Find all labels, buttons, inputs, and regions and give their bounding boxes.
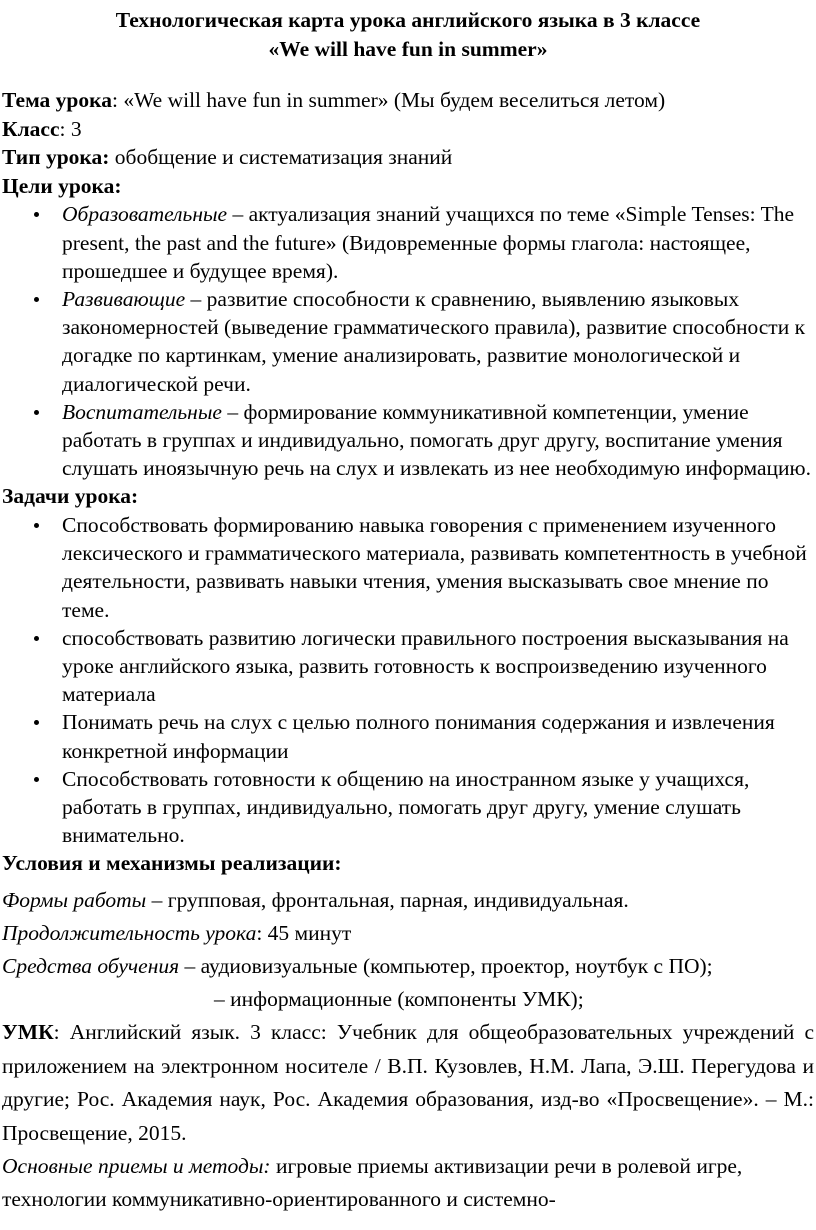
tasks-heading: Задачи урока:	[2, 484, 139, 509]
title-line-1: Технологическая карта урока английского языка в 3 классе	[115, 8, 701, 32]
forms-line	[2, 884, 814, 917]
goals-heading: Цели урока:	[2, 173, 122, 198]
methods-text: игровые приемы активизации речи в ролевой игре, технологии коммуникативно-ориентированного и системно-	[2, 1154, 743, 1212]
umk-paragraph	[2, 1016, 814, 1150]
task-item: Понимать речь на слух с целью полного понимания содержания и извлечения конкретной информации	[62, 708, 814, 764]
methods-paragraph	[2, 1150, 814, 1216]
goal-text: – актуализация знаний учащихся по теме «Simple Tenses: The present, the past and the future» (Видовременные формы глагола: настоящее, прошедшее и будущее время).	[62, 202, 795, 283]
conditions-heading: Условия и механизмы реализации:	[2, 851, 342, 876]
umk-label: УМК	[2, 1020, 54, 1045]
goals-list	[2, 200, 814, 482]
grade-sep: :	[59, 116, 71, 141]
topic-value: «We will have fun in summer» (Мы будем веселиться летом)	[123, 88, 666, 112]
title-line-2: «We will have fun in summer»	[268, 37, 548, 61]
goal-text: – формирование коммуникативной компетенции, умение работать в группах и индивидуально, помогать друг другу, воспитание умения слушать иноязычную речь на слух и извлекать из нее необходимую информацию.	[62, 399, 811, 481]
goal-term: Образовательные	[62, 202, 228, 227]
methods-label: Основные приемы и методы:	[2, 1154, 271, 1179]
document-title	[2, 6, 814, 64]
topic-line	[2, 86, 814, 115]
goal-term: Воспитательные	[62, 399, 222, 424]
duration-label: Продолжительность урока	[2, 921, 257, 946]
topic-label: Тема урока	[2, 88, 112, 112]
goal-item	[62, 285, 814, 398]
goal-item	[62, 200, 814, 285]
forms-text: – групповая, фронтальная, парная, индивидуальная.	[146, 888, 629, 913]
means-label: Средства обучения	[2, 954, 180, 979]
means-line-2: – информационные (компоненты УМК);	[214, 987, 584, 1012]
lesson-type-label: Тип урока:	[2, 145, 110, 170]
duration-text: : 45 минут	[256, 921, 352, 946]
grade-label: Класс	[2, 116, 60, 141]
lesson-type-value: обобщение и систематизация знаний	[109, 145, 453, 170]
tasks-list	[2, 511, 814, 849]
goal-term: Развивающие	[62, 286, 186, 311]
goal-item	[62, 398, 814, 483]
goal-text: – развитие способности к сравнению, выявлению языковых закономерностей (выведение грамматического правила), развитие способности к догадке по картинкам, умение анализировать, развитие монологической и диалогической речи.	[62, 286, 806, 396]
task-item: Способствовать готовности к общению на иностранном языке у учащихся, работать в группах, индивидуально, помогать друг другу, умение слушать внимательно.	[62, 765, 814, 850]
means-text: – аудиовизуальные (компьютер, проектор, ноутбук с ПО);	[179, 954, 713, 979]
umk-text: : Английский язык. 3 класс: Учебник для общеобразовательных учреждений с приложением на электронном носителе / В.П. Кузовлев, Н.М. Лапа, Э.Ш. Перегудова и другие; Рос. Академия наук, Рос. Академия образования, изд-во «Просвещение». – М.: Просвещение, 2015.	[2, 1020, 814, 1145]
forms-label: Формы работы	[2, 888, 147, 913]
task-item: способствовать развитию логически правильного построения высказывания на уроке английского языка, развить готовность к воспроизведению изученного материала	[62, 624, 814, 709]
topic-sep: :	[111, 88, 124, 112]
means-line	[2, 950, 814, 983]
grade-line	[2, 115, 814, 144]
task-item: Способствовать формированию навыка говорения с применением изученного лексического и грамматического материала, развивать компетентность в учебной деятельности, развивать навыки чтения, умения высказывать свое мнение по теме.	[62, 511, 814, 624]
grade-value: 3	[70, 116, 82, 141]
lesson-type-line	[2, 143, 814, 172]
duration-line	[2, 917, 814, 950]
